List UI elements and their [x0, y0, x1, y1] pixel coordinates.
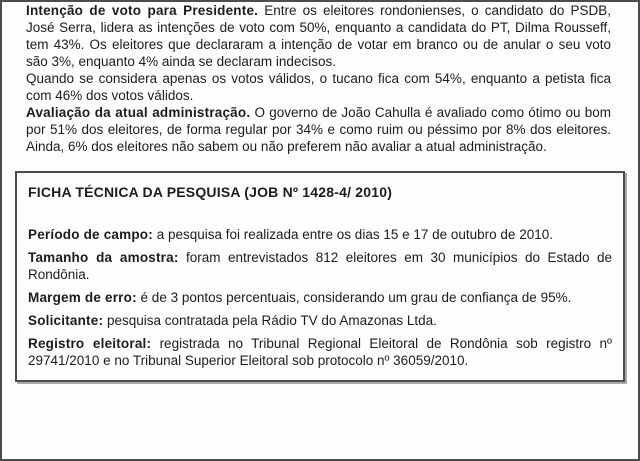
administration-evaluation-heading: Avaliação da atual administração. [26, 105, 251, 120]
technical-sheet-box [15, 171, 625, 382]
ficha-item-sample-size [28, 249, 612, 283]
electoral-registry-text: registrada no Tribunal Regional Eleitoral de Rondônia sob registro nº 29741/2010 e no Tribunal Superior Eleitoral sob protocolo nº 36059/2010. [28, 336, 612, 368]
paragraph-valid-votes [26, 70, 611, 104]
margin-of-error-label: Margem de erro: [28, 290, 137, 305]
voting-intention-heading: Intenção de voto para Presidente. [26, 3, 259, 18]
ficha-item-requester [28, 312, 612, 329]
ficha-item-electoral-registry [28, 335, 612, 369]
field-period-label: Período de campo: [28, 227, 153, 242]
valid-votes-text: Quando se considera apenas os votos válidos, o tucano fica com 54%, enquanto a petista fica com 46% dos votos válidos. [26, 71, 611, 103]
electoral-registry-label: Registro eleitoral: [28, 336, 152, 351]
margin-of-error-text: é de 3 pontos percentuais, considerando um grau de confiança de 95%. [140, 290, 572, 305]
administration-evaluation-text: O governo de João Cahulla é avaliado como ótimo ou bom por 51% dos eleitores, de forma regular por 34% e como ruim ou péssimo por 8% dos eleitores. Ainda, 6% dos eleitores não sabem ou não preferem não avaliar a atual administração. [26, 105, 611, 154]
requester-text: pesquisa contratada pela Rádio TV do Amazonas Ltda. [106, 313, 437, 328]
paragraph-administration-evaluation [26, 104, 611, 155]
document-body [2, 2, 638, 382]
voting-intention-text: Entre os eleitores rondonienses, o candidato do PSDB, José Serra, lidera as intenções de voto com 50%, enquanto a candidata do PT, Dilma Rousseff, tem 43%. Os eleitores que declararam a intenção de votar em branco ou de anular o seu voto são 3%, enquanto 4% ainda se declaram indecisos. [26, 3, 611, 69]
field-period-text: a pesquisa foi realizada entre os dias 15 e 17 de outubro de 2010. [156, 227, 553, 242]
technical-sheet-title: FICHA TÉCNICA DA PESQUISA (JOB Nº 1428-4/ 2010) [28, 184, 393, 200]
requester-label: Solicitante: [28, 313, 104, 328]
ficha-item-field-period [28, 226, 612, 243]
sample-size-label: Tamanho da amostra: [28, 250, 179, 265]
paragraph-voting-intention [26, 2, 611, 70]
ficha-item-margin-of-error [28, 289, 612, 306]
sample-size-text: foram entrevistados 812 eleitores em 30 municípios do Estado de Rondônia. [28, 250, 612, 282]
